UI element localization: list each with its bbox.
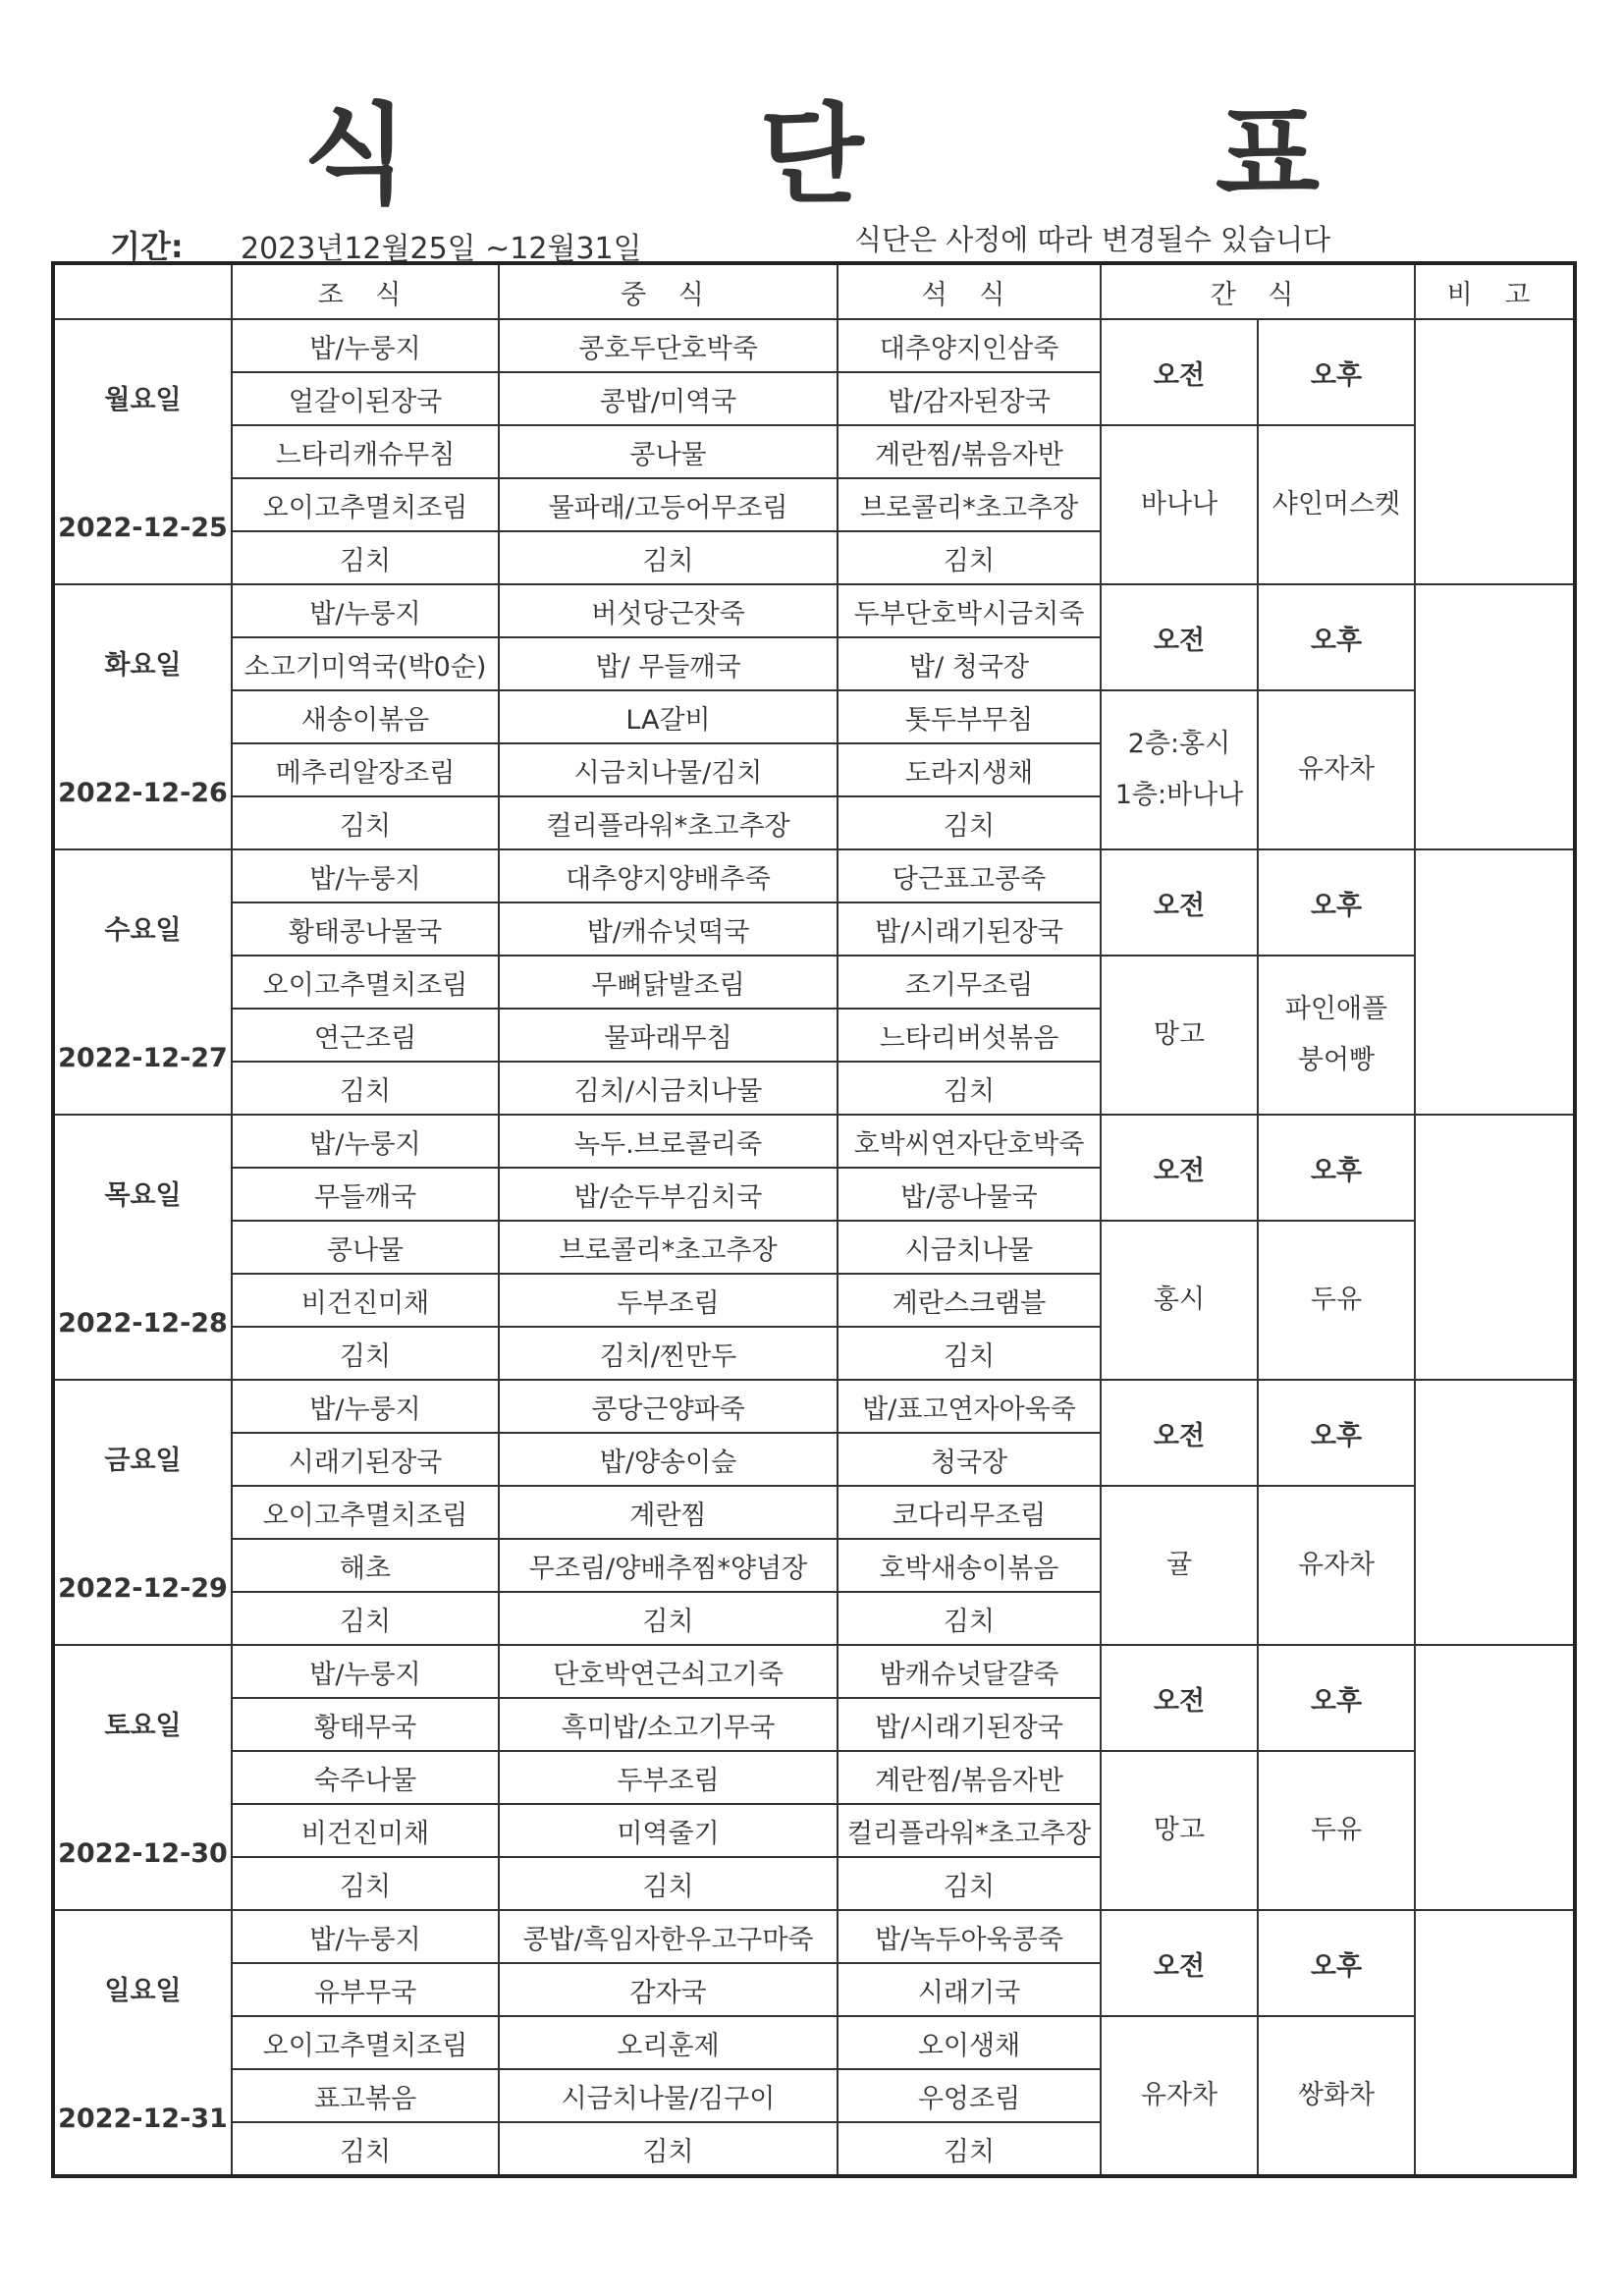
day-date: 2022-12-30 xyxy=(58,1838,228,1869)
header-day xyxy=(53,263,232,319)
dinner-item: 우엉조림 xyxy=(838,2069,1101,2122)
snack-am-label: 오전 xyxy=(1101,319,1258,425)
breakfast-item: 숙주나물 xyxy=(232,1751,499,1804)
dinner-item: 호박새송이볶음 xyxy=(838,1539,1101,1592)
menu-row xyxy=(53,1115,1575,1168)
lunch-item: 시금치나물/김치 xyxy=(499,743,838,796)
remark-cell xyxy=(1415,1645,1575,1910)
lunch-item: 대추양지양배추죽 xyxy=(499,849,838,902)
snack-am-item: 2층:홍시 xyxy=(1127,729,1231,759)
day-spacer xyxy=(55,2043,231,2094)
snack-am-value xyxy=(1101,1751,1258,1910)
snack-am-item: 바나나 xyxy=(1140,489,1218,519)
dinner-item: 계란찜/볶음자반 xyxy=(838,1751,1101,1804)
dinner-item: 밥/콩나물국 xyxy=(838,1168,1101,1221)
snack-am-label: 오전 xyxy=(1101,1645,1258,1751)
menu-row xyxy=(53,690,1575,743)
lunch-item: 시금치나물/김구이 xyxy=(499,2069,838,2122)
lunch-item: LA갈비 xyxy=(499,690,838,743)
dinner-item: 김치 xyxy=(838,1062,1101,1115)
breakfast-item: 오이고추멸치조림 xyxy=(232,956,499,1009)
page-title: 식 단 표 xyxy=(302,92,1478,218)
breakfast-item: 오이고추멸치조림 xyxy=(232,1486,499,1539)
snack-am-item: 1층:바나나 xyxy=(1114,780,1244,810)
snack-pm-label: 오후 xyxy=(1258,1115,1415,1221)
lunch-item: 오리훈제 xyxy=(499,2016,838,2069)
snack-am-value xyxy=(1101,956,1258,1115)
snack-pm-value xyxy=(1258,425,1415,584)
lunch-item: 무뼈닭발조림 xyxy=(499,956,838,1009)
snack-am-label: 오전 xyxy=(1101,849,1258,956)
breakfast-item: 밥/누룽지 xyxy=(232,1380,499,1433)
header-remark: 비 고 xyxy=(1415,263,1575,319)
dinner-item: 느타리버섯볶음 xyxy=(838,1009,1101,1062)
remark-cell xyxy=(1415,319,1575,584)
lunch-item: 김치 xyxy=(499,1592,838,1645)
snack-am-label: 오전 xyxy=(1101,584,1258,690)
menu-row xyxy=(53,1486,1575,1539)
breakfast-item: 밥/누룽지 xyxy=(232,1645,499,1698)
snack-am-item: 귤 xyxy=(1165,1550,1193,1580)
header-snack: 간 식 xyxy=(1101,263,1415,319)
lunch-item: 밥/순두부김치국 xyxy=(499,1168,838,1221)
lunch-item: 버섯당근잣죽 xyxy=(499,584,838,637)
menu-body xyxy=(53,319,1575,2176)
breakfast-item: 밥/누룽지 xyxy=(232,1910,499,1963)
menu-row xyxy=(53,1751,1575,1804)
menu-row xyxy=(53,584,1575,637)
snack-am-item: 망고 xyxy=(1153,1019,1206,1050)
menu-row xyxy=(53,319,1575,372)
breakfast-item: 김치 xyxy=(232,1327,499,1380)
snack-am-label: 오전 xyxy=(1101,1115,1258,1221)
period-label: 기간: xyxy=(110,228,184,265)
header-breakfast: 조 식 xyxy=(232,263,499,319)
breakfast-item: 김치 xyxy=(232,1592,499,1645)
dinner-item: 코다리무조림 xyxy=(838,1486,1101,1539)
lunch-item: 밥/ 무들깨국 xyxy=(499,637,838,690)
day-cell xyxy=(53,1115,232,1380)
dinner-item: 톳두부무침 xyxy=(838,690,1101,743)
breakfast-item: 비건진미채 xyxy=(232,1274,499,1327)
dinner-item: 시금치나물 xyxy=(838,1221,1101,1274)
lunch-item: 콩나물 xyxy=(499,425,838,478)
lunch-item: 두부조림 xyxy=(499,1751,838,1804)
lunch-item: 김치/시금치나물 xyxy=(499,1062,838,1115)
lunch-item: 무조림/양배추찜*양념장 xyxy=(499,1539,838,1592)
lunch-item: 단호박연근쇠고기죽 xyxy=(499,1645,838,1698)
lunch-item: 계란찜 xyxy=(499,1486,838,1539)
menu-row xyxy=(53,425,1575,478)
lunch-item: 콩밥/흑임자한우고구마죽 xyxy=(499,1910,838,1963)
breakfast-item: 김치 xyxy=(232,531,499,584)
breakfast-item: 밥/누룽지 xyxy=(232,1115,499,1168)
change-notice: 식단은 사정에 따라 변경될수 있습니다 xyxy=(854,223,1331,256)
breakfast-item: 김치 xyxy=(232,1857,499,1910)
menu-row xyxy=(53,1645,1575,1698)
dinner-item: 컬리플라워*초고추장 xyxy=(838,1804,1101,1857)
breakfast-item: 메추리알장조림 xyxy=(232,743,499,796)
day-spacer xyxy=(55,452,231,503)
dinner-item: 김치 xyxy=(838,1327,1101,1380)
remark-cell xyxy=(1415,584,1575,849)
period-value: 2023년12월25일 ~12월31일 xyxy=(241,232,642,266)
dinner-item: 밥/감자된장국 xyxy=(838,372,1101,425)
dinner-item: 밥/표고연자아욱죽 xyxy=(838,1380,1101,1433)
snack-pm-item: 유자차 xyxy=(1297,754,1376,785)
remark-cell xyxy=(1415,1115,1575,1380)
remark-cell xyxy=(1415,849,1575,1115)
breakfast-item: 연근조림 xyxy=(232,1009,499,1062)
day-spacer xyxy=(55,1512,231,1563)
snack-pm-value xyxy=(1258,1486,1415,1645)
header-dinner: 석 식 xyxy=(838,263,1101,319)
snack-am-item: 홍시 xyxy=(1153,1285,1206,1315)
snack-am-value xyxy=(1101,690,1258,849)
day-name: 일요일 xyxy=(104,1976,182,2006)
breakfast-item: 소고기미역국(박0순) xyxy=(232,637,499,690)
dinner-item: 계란스크램블 xyxy=(838,1274,1101,1327)
day-name: 토요일 xyxy=(104,1711,182,1741)
dinner-item: 당근표고콩죽 xyxy=(838,849,1101,902)
header-lunch: 중 식 xyxy=(499,263,838,319)
day-name: 목요일 xyxy=(104,1180,182,1211)
snack-pm-value xyxy=(1258,2016,1415,2176)
remark-cell xyxy=(1415,1910,1575,2176)
dinner-item: 밤캐슈넛달걀죽 xyxy=(838,1645,1101,1698)
snack-pm-label: 오후 xyxy=(1258,319,1415,425)
day-cell xyxy=(53,1645,232,1910)
day-date: 2022-12-25 xyxy=(58,513,228,543)
breakfast-item: 김치 xyxy=(232,2122,499,2176)
day-spacer xyxy=(55,717,231,768)
lunch-item: 감자국 xyxy=(499,1963,838,2016)
lunch-item: 김치 xyxy=(499,2122,838,2176)
snack-am-item: 망고 xyxy=(1153,1815,1206,1845)
dinner-item: 대추양지인삼죽 xyxy=(838,319,1101,372)
menu-row xyxy=(53,1221,1575,1274)
breakfast-item: 오이고추멸치조림 xyxy=(232,2016,499,2069)
breakfast-item: 비건진미채 xyxy=(232,1804,499,1857)
breakfast-item: 오이고추멸치조림 xyxy=(232,478,499,531)
breakfast-item: 황태무국 xyxy=(232,1698,499,1751)
day-date: 2022-12-29 xyxy=(58,1573,228,1604)
snack-pm-label: 오후 xyxy=(1258,849,1415,956)
day-name: 금요일 xyxy=(104,1446,182,1476)
snack-pm-item: 두유 xyxy=(1310,1815,1363,1845)
lunch-item: 흑미밥/소고기무국 xyxy=(499,1698,838,1751)
snack-pm-label: 오후 xyxy=(1258,1380,1415,1486)
snack-am-label: 오전 xyxy=(1101,1910,1258,2016)
breakfast-item: 황태콩나물국 xyxy=(232,902,499,956)
dinner-item: 밥/시래기된장국 xyxy=(838,902,1101,956)
snack-pm-item: 유자차 xyxy=(1297,1550,1376,1580)
day-cell xyxy=(53,849,232,1115)
lunch-item: 밥/양송이슾 xyxy=(499,1433,838,1486)
snack-pm-item: 쌍화차 xyxy=(1297,2080,1376,2110)
snack-pm-label: 오후 xyxy=(1258,1645,1415,1751)
remark-cell xyxy=(1415,1380,1575,1645)
menu-row xyxy=(53,956,1575,1009)
dinner-item: 호박씨연자단호박죽 xyxy=(838,1115,1101,1168)
dinner-item: 도라지생채 xyxy=(838,743,1101,796)
dinner-item: 김치 xyxy=(838,1592,1101,1645)
lunch-item: 김치/찐만두 xyxy=(499,1327,838,1380)
snack-am-value xyxy=(1101,1486,1258,1645)
dinner-item: 시래기국 xyxy=(838,1963,1101,2016)
day-name: 화요일 xyxy=(104,650,182,681)
lunch-item: 콩밥/미역국 xyxy=(499,372,838,425)
lunch-item: 녹두.브로콜리죽 xyxy=(499,1115,838,1168)
dinner-item: 밥/녹두아욱콩죽 xyxy=(838,1910,1101,1963)
snack-pm-label: 오후 xyxy=(1258,1910,1415,2016)
snack-pm-value xyxy=(1258,1751,1415,1910)
lunch-item: 물파래/고등어무조림 xyxy=(499,478,838,531)
lunch-item: 김치 xyxy=(499,1857,838,1910)
snack-am-value xyxy=(1101,2016,1258,2176)
snack-pm-item: 샤인머스켓 xyxy=(1271,489,1401,519)
day-cell xyxy=(53,1380,232,1645)
header-row xyxy=(53,263,1575,319)
snack-pm-value xyxy=(1258,956,1415,1115)
breakfast-item: 무들깨국 xyxy=(232,1168,499,1221)
dinner-item: 밥/시래기된장국 xyxy=(838,1698,1101,1751)
menu-row xyxy=(53,849,1575,902)
dinner-item: 밥/ 청국장 xyxy=(838,637,1101,690)
day-spacer xyxy=(55,982,231,1033)
dinner-item: 김치 xyxy=(838,796,1101,849)
day-spacer xyxy=(55,1247,231,1298)
dinner-item: 김치 xyxy=(838,531,1101,584)
dinner-item: 오이생채 xyxy=(838,2016,1101,2069)
lunch-item: 컬리플라워*초고추장 xyxy=(499,796,838,849)
day-spacer xyxy=(55,1777,231,1829)
day-date: 2022-12-27 xyxy=(58,1043,228,1073)
lunch-item: 김치 xyxy=(499,531,838,584)
day-cell xyxy=(53,584,232,849)
dinner-item: 청국장 xyxy=(838,1433,1101,1486)
dinner-item: 계란찜/볶음자반 xyxy=(838,425,1101,478)
lunch-item: 물파래무침 xyxy=(499,1009,838,1062)
lunch-item: 콩호두단호박죽 xyxy=(499,319,838,372)
dinner-item: 조기무조림 xyxy=(838,956,1101,1009)
breakfast-item: 표고볶음 xyxy=(232,2069,499,2122)
breakfast-item: 느타리캐슈무침 xyxy=(232,425,499,478)
breakfast-item: 밥/누룽지 xyxy=(232,849,499,902)
breakfast-item: 밥/누룽지 xyxy=(232,584,499,637)
breakfast-item: 얼갈이된장국 xyxy=(232,372,499,425)
snack-pm-value xyxy=(1258,690,1415,849)
day-cell xyxy=(53,319,232,584)
breakfast-item: 새송이볶음 xyxy=(232,690,499,743)
lunch-item: 콩당근양파죽 xyxy=(499,1380,838,1433)
snack-am-label: 오전 xyxy=(1101,1380,1258,1486)
snack-am-item: 유자차 xyxy=(1140,2080,1218,2110)
day-date: 2022-12-31 xyxy=(58,2104,228,2134)
snack-pm-item: 붕어빵 xyxy=(1297,1045,1376,1075)
snack-pm-value xyxy=(1258,1221,1415,1380)
breakfast-item: 유부무국 xyxy=(232,1963,499,2016)
lunch-item: 브로콜리*초고추장 xyxy=(499,1221,838,1274)
menu-row xyxy=(53,1380,1575,1433)
snack-pm-item: 파인애플 xyxy=(1284,994,1388,1024)
snack-am-value xyxy=(1101,425,1258,584)
day-cell xyxy=(53,1910,232,2176)
day-date: 2022-12-28 xyxy=(58,1308,228,1339)
breakfast-item: 시래기된장국 xyxy=(232,1433,499,1486)
menu-row xyxy=(53,1910,1575,1963)
menu-table xyxy=(51,261,1577,2178)
snack-pm-label: 오후 xyxy=(1258,584,1415,690)
menu-row xyxy=(53,2016,1575,2069)
dinner-item: 브로콜리*초고추장 xyxy=(838,478,1101,531)
lunch-item: 두부조림 xyxy=(499,1274,838,1327)
lunch-item: 밥/캐슈넛떡국 xyxy=(499,902,838,956)
lunch-item: 미역줄기 xyxy=(499,1804,838,1857)
breakfast-item: 콩나물 xyxy=(232,1221,499,1274)
breakfast-item: 해초 xyxy=(232,1539,499,1592)
day-name: 수요일 xyxy=(104,915,182,946)
breakfast-item: 김치 xyxy=(232,796,499,849)
day-name: 월요일 xyxy=(104,385,182,415)
breakfast-item: 밥/누룽지 xyxy=(232,319,499,372)
day-date: 2022-12-26 xyxy=(58,778,228,808)
dinner-item: 김치 xyxy=(838,1857,1101,1910)
dinner-item: 김치 xyxy=(838,2122,1101,2176)
breakfast-item: 김치 xyxy=(232,1062,499,1115)
dinner-item: 두부단호박시금치죽 xyxy=(838,584,1101,637)
snack-pm-item: 두유 xyxy=(1310,1285,1363,1315)
snack-am-value xyxy=(1101,1221,1258,1380)
